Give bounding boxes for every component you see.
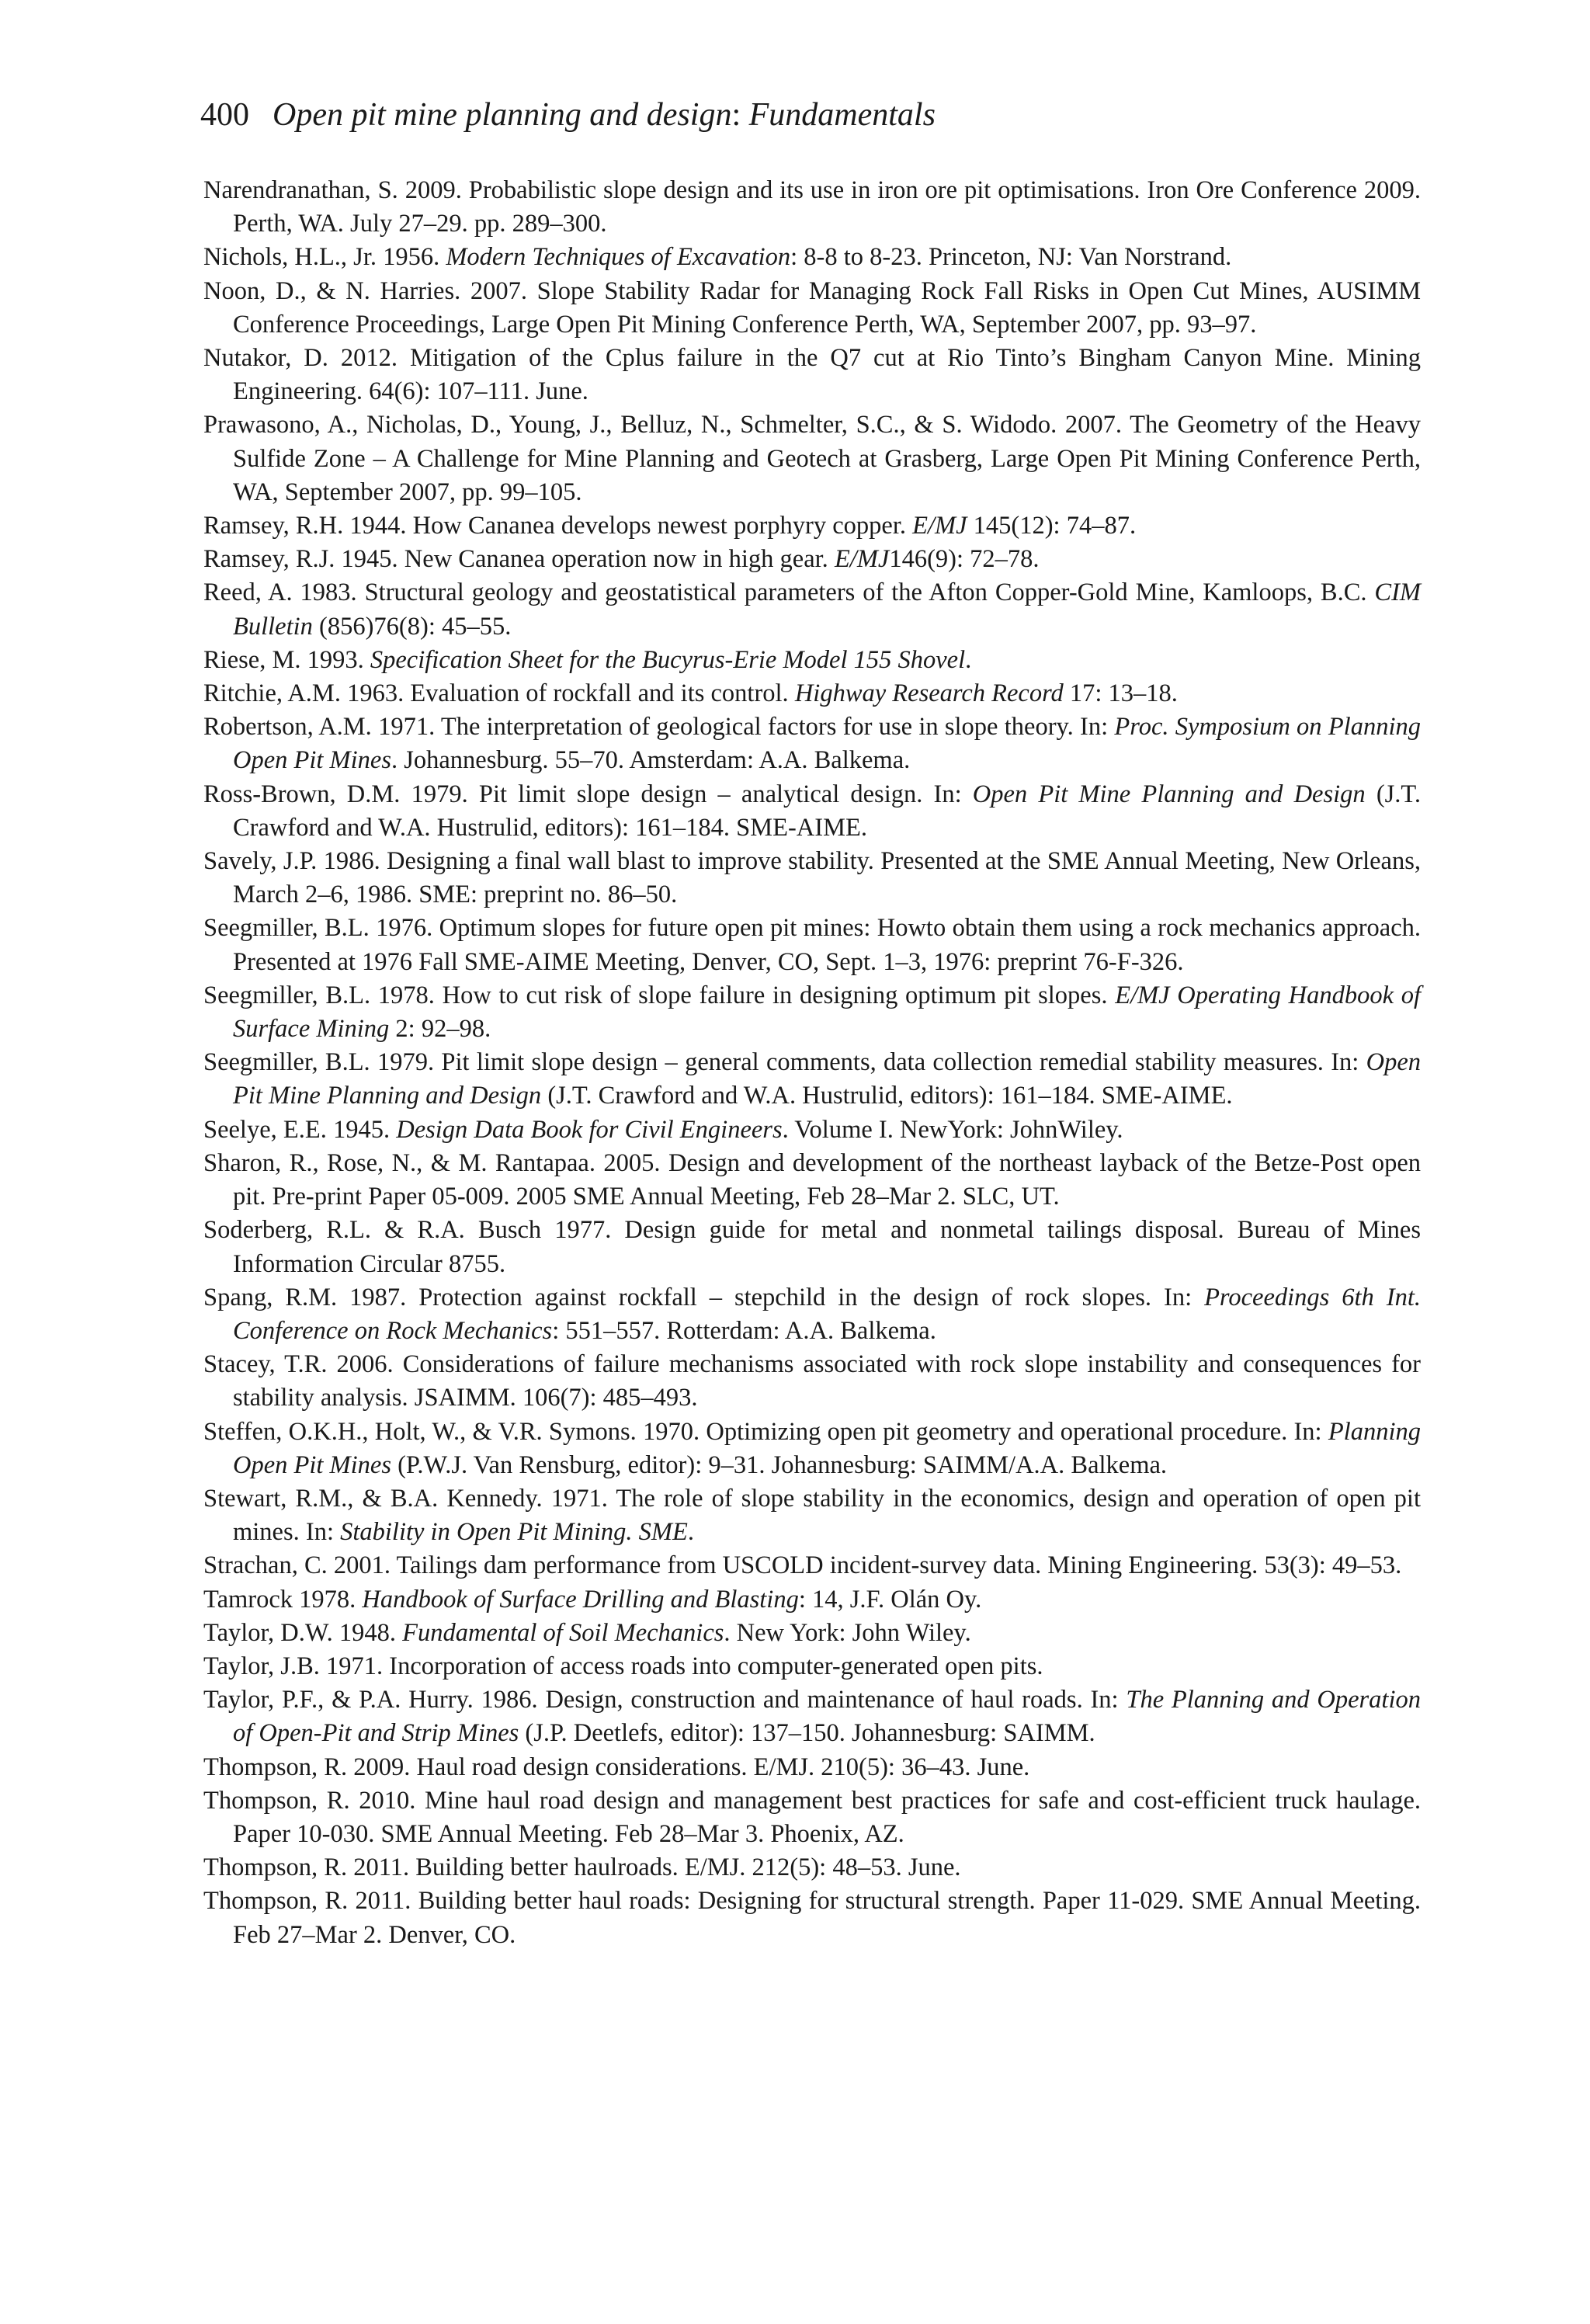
reference-text: Taylor, P.F., & P.A. Hurry. 1986. Design, construction and maintenance of haul roads. In: [203, 1686, 1127, 1714]
reference-entry-ramsey-1944 [203, 509, 1421, 543]
reference-entry-thompson-2011a [203, 1851, 1421, 1885]
reference-text: Ramsey, R.J. 1945. New Cananea operation now in high gear. [203, 545, 835, 574]
reference-text: Ross-Brown, D.M. 1979. Pit limit slope design – analytical design. In: [203, 780, 973, 808]
reference-text: Soderberg, R.L. & R.A. Busch 1977. Design guide for metal and nonmetal tailings disposal. Bureau of Mines Information Circular 8755. [203, 1216, 1421, 1278]
reference-entry-riese-1993 [203, 644, 1421, 677]
reference-entry-stewart-1971 [203, 1482, 1421, 1549]
reference-italic-title: E/MJ Operating Handbook of Surface Mining [233, 981, 1421, 1044]
reference-text: . [687, 1518, 694, 1547]
reference-entry-savely-1986 [203, 845, 1421, 912]
reference-text: Noon, D., & N. Harries. 2007. Slope Stability Radar for Managing Rock Fall Risks in Open Cut Mines, AUSIMM Conference Proceedings, Large Open Pit Mining Conference Perth, WA, September 2007, pp. 93–97. [203, 276, 1421, 339]
reference-text: Seegmiller, B.L. 1978. How to cut risk of slope failure in designing optimum pit slopes. [203, 981, 1116, 1009]
reference-text: Prawasono, A., Nicholas, D., Young, J., Belluz, N., Schmelter, S.C., & S. Widodo. 2007. The Geometry of the Heavy Sulfide Zone – A Challenge for Mine Planning and Geotech at Grasberg, Large Open Pit Mining Conference Perth, WA, September 2007, pp. 99–105. [203, 411, 1421, 506]
reference-text: Tamrock 1978. [203, 1585, 363, 1614]
reference-text: . Volume I. NewYork: JohnWiley. [782, 1115, 1123, 1144]
reference-text: : 8-8 to 8-23. Princeton, NJ: Van Norstrand. [790, 243, 1232, 272]
reference-text: : 14, J.F. Olán Oy. [798, 1585, 982, 1614]
reference-entry-taylor-dw-1948 [203, 1617, 1421, 1650]
reference-text: Taylor, D.W. 1948. [203, 1618, 403, 1647]
reference-entry-noon-2007 [203, 275, 1421, 342]
reference-entry-taylor-jb-1971 [203, 1650, 1421, 1683]
reference-italic-title: Open Pit Mine Planning and Design [233, 1048, 1421, 1110]
running-title: Open pit mine planning and design [273, 97, 732, 133]
reference-text: (J.T. Crawford and W.A. Hustrulid, editors): 161–184. SME-AIME. [233, 780, 1421, 842]
reference-entry-robertson-1971 [203, 710, 1421, 777]
reference-text: Stacey, T.R. 2006. Considerations of failure mechanisms associated with rock slope instability and consequences for stability analysis. JSAIMM. 106(7): 485–493. [203, 1350, 1421, 1412]
reference-italic-title: Planning Open Pit Mines [233, 1417, 1421, 1479]
reference-entry-ramsey-1945 [203, 543, 1421, 576]
running-title-separator: : [731, 97, 749, 133]
reference-text: 2: 92–98. [389, 1015, 491, 1044]
reference-text: Seegmiller, B.L. 1976. Optimum slopes for future open pit mines: Howto obtain them using a rock mechanics approach. Presented at 1976 Fall SME-AIME Meeting, Denver, CO, Sept. 1–3, 1976: preprint 76-F-326. [203, 914, 1421, 976]
page-header [200, 92, 936, 138]
reference-text: Savely, J.P. 1986. Designing a final wall blast to improve stability. Presented at the SME Annual Meeting, New Orleans, March 2–6, 1986. SME: preprint no. 86–50. [203, 847, 1421, 909]
reference-text: Spang, R.M. 1987. Protection against rockfall – stepchild in the design of rock slopes. In: [203, 1283, 1205, 1311]
running-subtitle: Fundamentals [748, 97, 936, 133]
reference-text: (P.W.J. Van Rensburg, editor): 9–31. Johannesburg: SAIMM/A.A. Balkema. [391, 1450, 1168, 1479]
reference-entry-nichols-1956 [203, 241, 1421, 274]
reference-entry-seelye-1945 [203, 1113, 1421, 1147]
reference-entry-ritchie-1963 [203, 677, 1421, 710]
page-number: 400 [200, 97, 249, 133]
reference-entry-stacey-2006 [203, 1348, 1421, 1415]
reference-text: Thompson, R. 2010. Mine haul road design and management best practices for safe and cost-efficient truck haulage. Paper 10-030. SME Annual Meeting. Feb 28–Mar 3. Phoenix, AZ. [203, 1786, 1421, 1848]
reference-italic-title: Design Data Book for Civil Engineers [396, 1115, 783, 1144]
reference-italic-title: E/MJ [834, 545, 890, 574]
reference-entry-nutakor-2012 [203, 342, 1421, 408]
reference-text: Taylor, J.B. 1971. Incorporation of access roads into computer-generated open pits. [203, 1652, 1043, 1680]
reference-italic-title: CIM Bulletin [233, 578, 1421, 641]
reference-entry-seegmiller-1978 [203, 979, 1421, 1046]
reference-entry-tamrock-1978 [203, 1583, 1421, 1617]
reference-text: Steffen, O.K.H., Holt, W., & V.R. Symons. 1970. Optimizing open pit geometry and operational procedure. In: [203, 1417, 1328, 1446]
reference-list [203, 174, 1421, 1952]
reference-text: (856)76(8): 45–55. [312, 612, 512, 641]
reference-text: 146(9): 72–78. [889, 545, 1040, 574]
reference-entry-taylor-pf-1986 [203, 1683, 1421, 1750]
reference-entry-prawasono-2007 [203, 408, 1421, 509]
reference-italic-title: Specification Sheet for the Bucyrus-Erie Model 155 Shovel [370, 645, 966, 674]
reference-text: Thompson, R. 2011. Building better haulroads. E/MJ. 212(5): 48–53. June. [203, 1853, 961, 1882]
reference-italic-title: The Planning and Operation of Open-Pit and Strip Mines [233, 1686, 1421, 1748]
reference-text: (J.P. Deetlefs, editor): 137–150. Johannesburg: SAIMM. [519, 1719, 1095, 1748]
reference-entry-seegmiller-1979 [203, 1046, 1421, 1113]
reference-entry-spang-1987 [203, 1281, 1421, 1348]
reference-italic-title: Proc. Symposium on Planning Open Pit Mines [233, 713, 1421, 775]
reference-italic-title: Proceedings 6th Int. Conference on Rock Mechanics [233, 1283, 1421, 1345]
reference-text: . Johannesburg. 55–70. Amsterdam: A.A. Balkema. [391, 746, 911, 775]
reference-text: Nichols, H.L., Jr. 1956. [203, 243, 446, 272]
reference-italic-title: Fundamental of Soil Mechanics [402, 1618, 724, 1647]
reference-text: Riese, M. 1993. [203, 645, 370, 674]
reference-text: . New York: John Wiley. [724, 1618, 971, 1647]
reference-entry-reed-1983 [203, 576, 1421, 643]
reference-italic-title: Open Pit Mine Planning and Design [972, 780, 1366, 808]
reference-text: : 551–557. Rotterdam: A.A. Balkema. [552, 1316, 936, 1345]
reference-entry-steffen-1970 [203, 1416, 1421, 1482]
reference-entry-soderberg-1977 [203, 1214, 1421, 1280]
reference-italic-title: Highway Research Record [794, 679, 1064, 708]
reference-entry-thompson-2011b [203, 1885, 1421, 1951]
reference-text: Stewart, R.M., & B.A. Kennedy. 1971. The role of slope stability in the economics, design and operation of open pit mines. In: [203, 1484, 1421, 1547]
reference-text: Seelye, E.E. 1945. [203, 1115, 397, 1144]
reference-text: Strachan, C. 2001. Tailings dam performance from USCOLD incident-survey data. Mining Engineering. 53(3): 49–53. [203, 1551, 1402, 1580]
reference-text: Narendranathan, S. 2009. Probabilistic slope design and its use in iron ore pit optimisations. Iron Ore Conference 2009. Perth, WA. July 27–29. pp. 289–300. [203, 176, 1421, 238]
reference-italic-title: Modern Techniques of Excavation [446, 243, 791, 272]
reference-text: 17: 13–18. [1063, 679, 1178, 708]
reference-text: Sharon, R., Rose, N., & M. Rantapaa. 2005. Design and development of the northeast layback of the Betze-Post open pit. Pre-print Paper 05-009. 2005 SME Annual Meeting, Feb 28–Mar 2. SLC, UT. [203, 1148, 1421, 1211]
reference-italic-title: Stability in Open Pit Mining. SME [340, 1518, 688, 1547]
reference-text: Reed, A. 1983. Structural geology and geostatistical parameters of the Afton Copper-Gold Mine, Kamloops, B.C. [203, 578, 1375, 607]
reference-text: . [965, 645, 972, 674]
reference-entry-seegmiller-1976 [203, 912, 1421, 978]
reference-entry-thompson-2009 [203, 1751, 1421, 1784]
reference-text: Thompson, R. 2011. Building better haul roads: Designing for structural strength. Paper 11-029. SME Annual Meeting. Feb 27–Mar 2. Denver, CO. [203, 1887, 1421, 1949]
reference-entry-sharon-2005 [203, 1147, 1421, 1214]
reference-italic-title: E/MJ [912, 512, 967, 540]
reference-entry-ross-brown-1979 [203, 778, 1421, 845]
reference-text: Ramsey, R.H. 1944. How Cananea develops newest porphyry copper. [203, 512, 913, 540]
reference-text: Thompson, R. 2009. Haul road design considerations. E/MJ. 210(5): 36–43. June. [203, 1753, 1030, 1781]
reference-entry-thompson-2010 [203, 1784, 1421, 1851]
reference-text: Seegmiller, B.L. 1979. Pit limit slope design – general comments, data collection remedial stability measures. In: [203, 1048, 1366, 1077]
reference-text: Robertson, A.M. 1971. The interpretation of geological factors for use in slope theory. In: [203, 713, 1115, 742]
reference-entry-narendranathan-2009 [203, 174, 1421, 241]
reference-text: 145(12): 74–87. [967, 512, 1137, 540]
reference-text: Ritchie, A.M. 1963. Evaluation of rockfall and its control. [203, 679, 795, 708]
reference-text: Nutakor, D. 2012. Mitigation of the Cplus failure in the Q7 cut at Rio Tinto’s Bingham Canyon Mine. Mining Engineering. 64(6): 107–111. June. [203, 344, 1421, 406]
reference-italic-title: Handbook of Surface Drilling and Blasting [362, 1585, 799, 1614]
reference-text: (J.T. Crawford and W.A. Hustrulid, editors): 161–184. SME-AIME. [541, 1082, 1233, 1110]
reference-entry-strachan-2001 [203, 1549, 1421, 1582]
